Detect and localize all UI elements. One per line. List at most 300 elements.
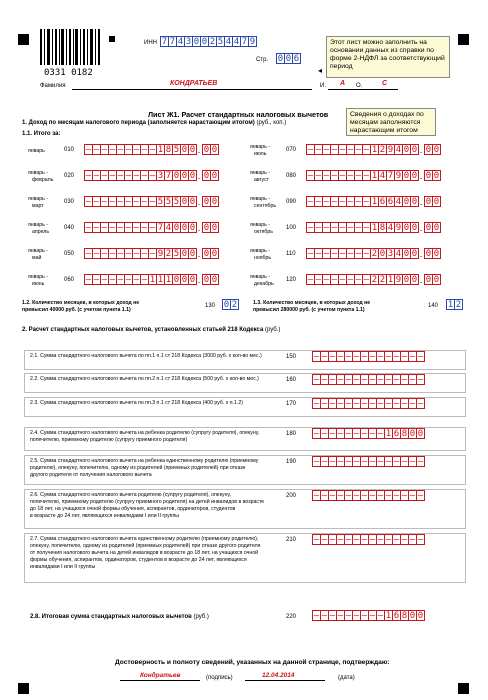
digit-cell: 0	[425, 248, 432, 259]
signature-label: (подпись)	[206, 675, 233, 681]
digit-cell: –	[101, 248, 108, 259]
decimal-point: .	[419, 145, 423, 155]
month-label: январь -	[28, 170, 49, 176]
digit-cell: 0	[277, 53, 284, 64]
digit-cell: –	[345, 456, 352, 467]
digit-cell: –	[337, 351, 344, 362]
deduction-amount-field[interactable]	[312, 428, 424, 439]
digit-cell: –	[417, 534, 424, 545]
digit-cell: –	[363, 144, 370, 155]
digit-cell: –	[331, 222, 338, 233]
decimal-point: .	[419, 275, 423, 285]
digit-cell: –	[355, 248, 362, 259]
deduction-amount-field[interactable]	[312, 374, 424, 385]
digit-cell: 0	[193, 36, 200, 47]
digit-cell: –	[331, 248, 338, 259]
digit-cell: 5	[173, 196, 180, 207]
digit-cell: –	[101, 222, 108, 233]
digit-cell: –	[337, 428, 344, 439]
digit-cell: –	[347, 170, 354, 181]
digit-cell: –	[385, 398, 392, 409]
digit-cell: 0	[203, 196, 210, 207]
digit-cell: 4	[177, 36, 184, 47]
digit-cell: 0	[417, 610, 424, 621]
income-amount-field-left[interactable]	[84, 222, 218, 233]
digit-cell: 6	[387, 196, 394, 207]
digit-cell: –	[117, 170, 124, 181]
income-amount-field-right[interactable]	[306, 144, 440, 155]
digit-cell: 1	[165, 274, 172, 285]
digit-cell: –	[339, 274, 346, 285]
income-amount-field-right[interactable]	[306, 222, 440, 233]
corner-marker-br	[458, 683, 469, 694]
digit-cell: –	[329, 428, 336, 439]
digit-cell: –	[321, 351, 328, 362]
deduction-amount-field[interactable]	[312, 456, 424, 467]
digit-cell: –	[347, 274, 354, 285]
digit-cell: –	[85, 144, 92, 155]
digit-cell: –	[393, 398, 400, 409]
digit-cell: 0	[433, 274, 440, 285]
month-label: январь -	[250, 248, 271, 254]
total-label-unit: (руб.)	[193, 614, 209, 620]
digit-cell: 0	[189, 274, 196, 285]
digit-cell: –	[93, 222, 100, 233]
month-label: январь	[28, 148, 45, 154]
digit-cell: 0	[181, 196, 188, 207]
digit-cell: 0	[181, 222, 188, 233]
digit-cell: –	[345, 610, 352, 621]
digit-cell: –	[307, 274, 314, 285]
month-label: январь -	[28, 196, 49, 202]
digit-cell: –	[345, 374, 352, 385]
digit-cell: 2	[231, 299, 238, 310]
digit-cell: –	[355, 144, 362, 155]
digit-cell: –	[361, 374, 368, 385]
digit-cell: –	[313, 610, 320, 621]
digit-cell: –	[347, 248, 354, 259]
digit-cell: 0	[189, 170, 196, 181]
digit-cell: –	[377, 534, 384, 545]
digit-cell: –	[353, 398, 360, 409]
deduction-text: 2.4. Сумма стандартного налогового вычета на ребенка родителю (супругу родителя), опекуну,	[30, 430, 260, 436]
digit-cell: –	[353, 610, 360, 621]
digit-cell: 0	[411, 196, 418, 207]
signature-line	[120, 680, 200, 681]
digit-cell: –	[409, 398, 416, 409]
digit-cell: 0	[203, 248, 210, 259]
digit-cell: 1	[371, 196, 378, 207]
date-value[interactable]: 12.04.2014	[262, 672, 295, 679]
digit-cell: –	[345, 534, 352, 545]
section1-title	[22, 120, 286, 127]
digit-cell: 2	[455, 299, 462, 310]
digit-cell: –	[417, 398, 424, 409]
digit-cell: 5	[157, 196, 164, 207]
digit-cell: –	[355, 170, 362, 181]
signature-value[interactable]: Кондратьев	[140, 672, 181, 679]
line-code: 060	[64, 277, 75, 283]
digit-cell: –	[321, 374, 328, 385]
digit-cell: –	[417, 490, 424, 501]
digit-cell: –	[133, 222, 140, 233]
section1-title-text: 1. Доход по месяцам налогового периода (заполняется нарастающим итогом)	[22, 120, 255, 126]
digit-cell: –	[401, 490, 408, 501]
initial-o-value[interactable]: С	[382, 80, 388, 87]
digit-cell: –	[353, 456, 360, 467]
callout-arrow-icon: ◂	[318, 66, 323, 75]
digit-cell: –	[321, 610, 328, 621]
digit-cell: –	[85, 196, 92, 207]
digit-cell: –	[337, 398, 344, 409]
month-label-end: март	[32, 203, 44, 209]
digit-cell: –	[117, 196, 124, 207]
sheet-title: Лист Ж1. Расчет стандартных налоговых вычетов	[148, 110, 329, 119]
digit-cell: –	[393, 374, 400, 385]
line-code: 010	[64, 147, 75, 153]
digit-cell: –	[355, 196, 362, 207]
digit-cell: –	[149, 144, 156, 155]
months-left-label-1: 1.2. Количество месяцев, в которых доход не	[22, 300, 140, 306]
initial-o-label: О.	[356, 83, 363, 89]
digit-cell: –	[369, 490, 376, 501]
digit-cell: –	[385, 374, 392, 385]
section1-subtitle: 1.1. Итого за:	[22, 131, 61, 137]
line-code: 100	[286, 225, 297, 231]
deduction-text: попечителю, приемному родителю (супругу приемного родителя)	[30, 437, 188, 443]
digit-cell: –	[109, 196, 116, 207]
digit-cell: –	[315, 248, 322, 259]
digit-cell: –	[93, 144, 100, 155]
digit-cell: –	[125, 274, 132, 285]
deduction-text: от получения налогового вычета на детей инвалидов в возрасте до 18 лет, на учащихся очной	[30, 550, 258, 556]
deduction-text: 2.5. Сумма стандартного налогового вычета на ребенка единственному родителю (приемному	[30, 458, 259, 464]
deduction-text: в возрасте до 24 лет, являющихся инвалидами I или II группы	[30, 513, 180, 519]
income-amount-field-right[interactable]	[306, 170, 440, 181]
digit-cell: 3	[157, 170, 164, 181]
income-amount-field-right[interactable]	[306, 248, 440, 259]
digit-cell: –	[101, 274, 108, 285]
callout-2ndfl: Этот лист можно заполнить на основании данных из справки по форме 2-НДФЛ за соответствующий период	[326, 36, 450, 78]
line-code: 190	[286, 459, 297, 465]
digit-cell: 0	[425, 144, 432, 155]
line-code: 160	[286, 377, 297, 383]
digit-cell: 0	[411, 222, 418, 233]
month-label: январь -	[250, 144, 271, 150]
corner-marker-tl	[18, 34, 29, 45]
surname-label: Фамилия	[40, 83, 66, 89]
income-amount-field-left[interactable]	[84, 144, 218, 155]
digit-cell: 2	[371, 274, 378, 285]
digit-cell: –	[361, 610, 368, 621]
digit-cell: –	[377, 456, 384, 467]
digit-cell: –	[329, 398, 336, 409]
digit-cell: –	[125, 248, 132, 259]
decimal-point: .	[419, 223, 423, 233]
digit-cell: 0	[203, 144, 210, 155]
digit-cell: –	[377, 398, 384, 409]
digit-cell: –	[377, 610, 384, 621]
digit-cell: –	[101, 144, 108, 155]
digit-cell: –	[315, 144, 322, 155]
initial-i-value[interactable]: А	[340, 80, 346, 87]
digit-cell: –	[361, 534, 368, 545]
digit-cell: 4	[165, 222, 172, 233]
income-amount-field-left[interactable]	[84, 196, 218, 207]
digit-cell: –	[315, 170, 322, 181]
digit-cell: –	[401, 374, 408, 385]
digit-cell: –	[339, 196, 346, 207]
digit-cell: –	[385, 456, 392, 467]
digit-cell: –	[353, 534, 360, 545]
line-code: 050	[64, 251, 75, 257]
month-label-end: июль	[254, 151, 267, 157]
digit-cell: –	[361, 398, 368, 409]
digit-cell: 0	[173, 222, 180, 233]
month-label-end: сентябрь	[254, 203, 277, 209]
digit-cell: 1	[371, 170, 378, 181]
digit-cell: –	[85, 248, 92, 259]
digit-cell: –	[117, 144, 124, 155]
digit-cell: –	[363, 248, 370, 259]
months-left-label-2: превысил 40000 руб. (с учетом пункта 1.1)	[22, 307, 131, 313]
digit-cell: –	[141, 196, 148, 207]
digit-cell: 0	[379, 248, 386, 259]
income-amount-field-left[interactable]	[84, 170, 218, 181]
digit-cell: 0	[403, 274, 410, 285]
months-280000-field[interactable]	[446, 299, 462, 310]
decimal-point: .	[419, 249, 423, 259]
digit-cell: 0	[433, 144, 440, 155]
digit-cell: –	[369, 398, 376, 409]
digit-cell: –	[133, 144, 140, 155]
digit-cell: 8	[401, 610, 408, 621]
deduction-text: родителю), опекуну, попечителю, одному из родителей (приемных родителей) при отказе	[30, 465, 246, 471]
digit-cell: 1	[157, 144, 164, 155]
line-code: 210	[286, 537, 297, 543]
total-label-text: 2.8. Итоговая сумма стандартных налоговых вычетов	[30, 614, 192, 620]
digit-cell: –	[377, 428, 384, 439]
income-amount-field-right[interactable]	[306, 196, 440, 207]
digit-cell: –	[315, 222, 322, 233]
digit-cell: 0	[403, 144, 410, 155]
digit-cell: –	[313, 456, 320, 467]
digit-cell: 0	[411, 170, 418, 181]
digit-cell: 0	[425, 196, 432, 207]
deduction-amount-field[interactable]	[312, 351, 424, 362]
month-label: январь -	[28, 248, 49, 254]
digit-cell: –	[307, 222, 314, 233]
deduction-text: до 18 лет, на учащихся очной формы обучения, аспирантов, ординаторов, студентов	[30, 506, 236, 512]
income-amount-field-left[interactable]	[84, 274, 218, 285]
digit-cell: –	[401, 456, 408, 467]
deduction-text: 2.7. Сумма стандартного налогового вычета единственному родителю (приемному родителю),	[30, 536, 259, 542]
digit-cell: –	[369, 456, 376, 467]
month-label-end: апрель	[32, 229, 50, 235]
digit-cell: 2	[379, 274, 386, 285]
digit-cell: –	[149, 222, 156, 233]
digit-cell: 6	[393, 610, 400, 621]
digit-cell: 1	[387, 274, 394, 285]
digit-cell: –	[337, 490, 344, 501]
digit-cell: 0	[203, 222, 210, 233]
digit-cell: –	[141, 144, 148, 155]
digit-cell: –	[363, 196, 370, 207]
digit-cell: 4	[387, 222, 394, 233]
digit-cell: –	[321, 398, 328, 409]
digit-cell: 7	[165, 170, 172, 181]
digit-cell: –	[339, 144, 346, 155]
digit-cell: –	[355, 222, 362, 233]
months-40000-field[interactable]	[222, 299, 238, 310]
digit-cell: 0	[411, 248, 418, 259]
digit-cell: –	[331, 144, 338, 155]
deduction-text: попечителю, приемному родителю (супругу приемного родителя) на детей инвалидов в возрасте	[30, 499, 265, 505]
section2-title	[22, 327, 280, 334]
barcode-number: 0331 0182	[44, 68, 93, 78]
digit-cell: –	[369, 374, 376, 385]
digit-cell: –	[133, 248, 140, 259]
digit-cell: 0	[181, 248, 188, 259]
digit-cell: –	[109, 170, 116, 181]
digit-cell: –	[337, 456, 344, 467]
digit-cell: –	[331, 196, 338, 207]
digit-cell: –	[93, 274, 100, 285]
digit-cell: 5	[217, 36, 224, 47]
date-label: (дата)	[338, 675, 355, 681]
digit-cell: –	[401, 351, 408, 362]
deduction-text: 2.2. Сумма стандартного налогового вычета по пп.2 п.1 ст 218 Кодекса (500 руб. х кол-во мес.)	[30, 376, 259, 382]
digit-cell: –	[313, 351, 320, 362]
digit-cell: –	[93, 248, 100, 259]
digit-cell: 2	[209, 36, 216, 47]
digit-cell: –	[141, 170, 148, 181]
digit-cell: –	[385, 490, 392, 501]
months-right-code: 140	[428, 303, 439, 309]
digit-cell: 0	[203, 274, 210, 285]
line-code: 180	[286, 431, 297, 437]
digit-cell: –	[339, 170, 346, 181]
digit-cell: –	[329, 490, 336, 501]
digit-cell: 2	[371, 248, 378, 259]
digit-cell: –	[369, 428, 376, 439]
deduction-text: инвалидами I или II группы	[30, 564, 96, 570]
digit-cell: 0	[173, 170, 180, 181]
page-marker-mid	[109, 36, 115, 42]
digit-cell: 0	[433, 222, 440, 233]
digit-cell: 0	[181, 274, 188, 285]
inn-label: ИНН	[144, 40, 157, 46]
deduction-text: формы обучения, аспирантов, ординаторов, студентов в возрасте до 24 лет, являющихся	[30, 557, 247, 563]
deduction-amount-field[interactable]	[312, 398, 424, 409]
digit-cell: –	[361, 456, 368, 467]
digit-cell: –	[331, 274, 338, 285]
digit-cell: –	[329, 610, 336, 621]
income-amount-field-right[interactable]	[306, 274, 440, 285]
digit-cell: –	[329, 351, 336, 362]
digit-cell: 5	[173, 248, 180, 259]
digit-cell: –	[85, 170, 92, 181]
digit-cell: 0	[411, 274, 418, 285]
total-label	[30, 614, 209, 621]
digit-cell: –	[393, 351, 400, 362]
decimal-point: .	[197, 249, 201, 259]
initial-i-label: И.	[320, 83, 326, 89]
digit-cell: –	[109, 222, 116, 233]
digit-cell: 0	[189, 196, 196, 207]
digit-cell: –	[321, 428, 328, 439]
digit-cell: 0	[409, 610, 416, 621]
digit-cell: 6	[393, 428, 400, 439]
total-code: 220	[286, 614, 297, 620]
total-deduction-field[interactable]	[312, 610, 424, 621]
digit-cell: –	[369, 351, 376, 362]
digit-cell: –	[347, 144, 354, 155]
digit-cell: –	[393, 456, 400, 467]
digit-cell: 0	[425, 222, 432, 233]
inn-field[interactable]	[160, 36, 256, 47]
digit-cell: 5	[165, 196, 172, 207]
income-amount-field-left[interactable]	[84, 248, 218, 259]
digit-cell: 0	[411, 144, 418, 155]
deduction-text: 2.1. Сумма стандартного налогового вычета по пп.1 п.1 ст 218 Кодекса (3000 руб. х кол-во мес.)	[30, 353, 262, 359]
deduction-text: 2.6. Сумма стандартного налогового вычета родителю (супругу родителя), опекуну,	[30, 492, 231, 498]
digit-cell: –	[363, 170, 370, 181]
digit-cell: –	[315, 274, 322, 285]
decimal-point: .	[419, 197, 423, 207]
line-code: 170	[286, 401, 297, 407]
digit-cell: 0	[285, 53, 292, 64]
digit-cell: –	[353, 374, 360, 385]
digit-cell: 9	[395, 274, 402, 285]
deduction-text: опекуну, попечителю, одному из родителей (приемных родителей) при отказе другого родителя	[30, 543, 261, 549]
digit-cell: 0	[211, 170, 218, 181]
digit-cell: 7	[387, 170, 394, 181]
digit-cell: 0	[425, 170, 432, 181]
digit-cell: –	[329, 534, 336, 545]
digit-cell: –	[345, 351, 352, 362]
digit-cell: –	[329, 374, 336, 385]
digit-cell: –	[345, 490, 352, 501]
deduction-amount-field[interactable]	[312, 490, 424, 501]
decimal-point: .	[197, 197, 201, 207]
callout-income: Сведения о доходах по месяцам заполняются нарастающим итогом	[346, 108, 436, 136]
digit-cell: 9	[249, 36, 256, 47]
digit-cell: 0	[189, 222, 196, 233]
digit-cell: 7	[161, 36, 168, 47]
digit-cell: –	[141, 274, 148, 285]
digit-cell: –	[337, 374, 344, 385]
deduction-amount-field[interactable]	[312, 534, 424, 545]
digit-cell: –	[133, 170, 140, 181]
digit-cell: 0	[203, 170, 210, 181]
digit-cell: –	[361, 490, 368, 501]
digit-cell: –	[363, 222, 370, 233]
surname-value[interactable]: КОНДРАТЬЕВ	[170, 80, 218, 87]
months-right-label-2: превысил 280000 руб. (с учетом пункта 1.1)	[253, 307, 365, 313]
decimal-point: .	[197, 145, 201, 155]
digit-cell: –	[369, 534, 376, 545]
digit-cell: –	[353, 351, 360, 362]
digit-cell: 4	[379, 170, 386, 181]
digit-cell: 4	[225, 36, 232, 47]
digit-cell: 0	[417, 428, 424, 439]
line-code: 070	[286, 147, 297, 153]
month-label-end: июнь	[32, 281, 45, 287]
digit-cell: 8	[401, 428, 408, 439]
digit-cell: –	[125, 170, 132, 181]
page-number-field[interactable]	[276, 53, 300, 64]
